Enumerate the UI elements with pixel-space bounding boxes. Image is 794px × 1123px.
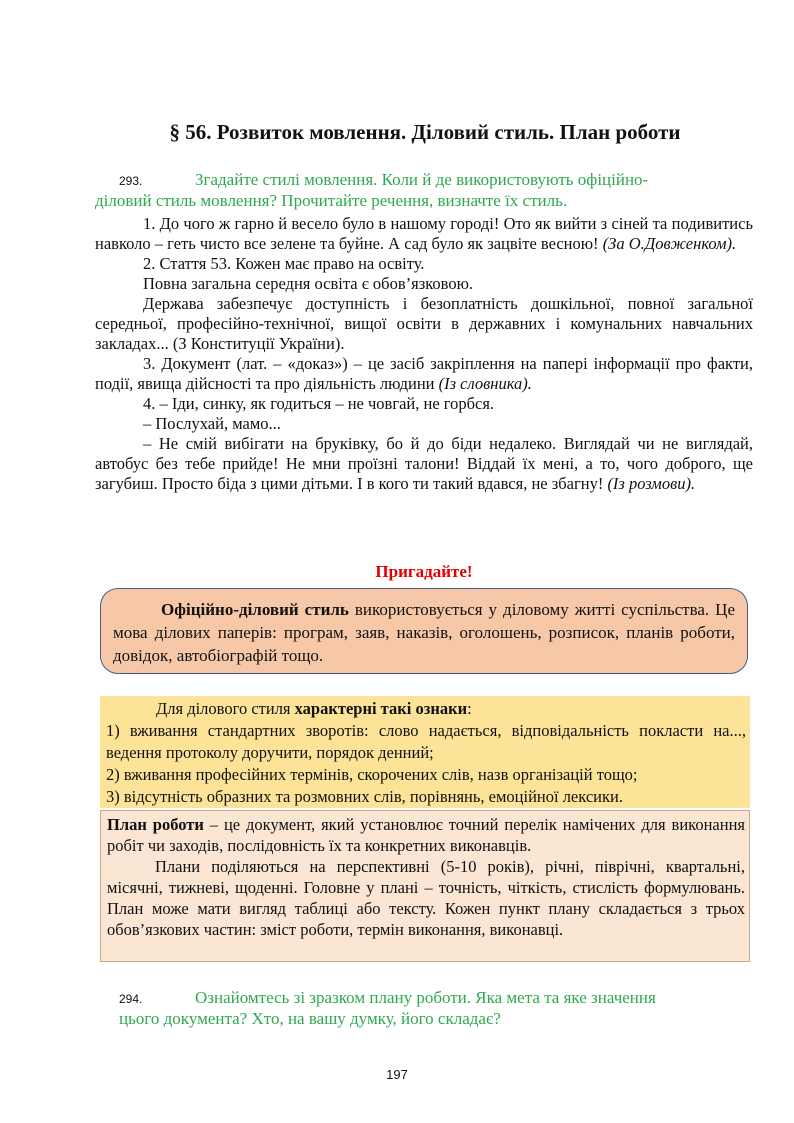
task-prompt-line1: Згадайте стилі мовлення. Коли й де використовують офіційно- [195,170,649,189]
remember-heading: Пригадайте! [375,562,473,581]
features-item-2: 2) вживання професійних термінів, скорочених слів, назв організацій тощо; [106,765,638,784]
text-4b: – Послухай, мамо... [143,414,281,433]
plan-definition-box [100,810,750,962]
task-293 [95,170,753,211]
task-prompt-line1: Ознайомтесь зі зразком плану роботи. Яка мета та яке значення [195,988,656,1007]
task-294 [95,988,753,1029]
plan-term: План роботи [107,815,204,834]
text-3-body: 3. Документ (лат. – «доказ») – це засіб закріплення на папері інформації про факти, події, явища дійсності та про діяльність людини [95,354,753,393]
task-prompt-line2: діловий стиль мовлення? Прочитайте речення, визначте їх стиль. [95,191,568,210]
text-3 [95,354,753,394]
text-2b: Повна загальна середня освіта є обов’язковою. [143,274,474,293]
text-2a: 2. Стаття 53. Кожен має право на освіту. [143,254,425,273]
features-intro [106,698,746,720]
plan-definition-text: – це документ, який установлює точний перелік намічених для виконання робіт чи заходів, послідовність їх та конкретних виконавців. [107,815,746,855]
task-number: 293. [119,174,143,188]
page-title: § 56. Розвиток мовлення. Діловий стиль. План роботи [169,120,681,144]
text-3-source: (Із словника). [438,374,532,393]
text-1-body: 1. До чого ж гарно й весело було в нашому городі! Ото як вийти з сіней та подивитись навколо – геть чисто все зелене та буйне. А сад було як зацвіте весною! [95,214,753,253]
rule-term: Офіційно-діловий стиль [161,600,349,619]
features-box [100,696,750,808]
rule-definition: використовується у діловому житті суспільства. Це мова ділових паперів: програм, заяв, наказів, оголошень, розписок, планів роботи, довідок, автобіографій тощо. [113,600,735,665]
features-intro-bold: характерні такі ознаки [294,699,468,718]
text-4-source: (Із розмови). [607,474,696,493]
rule-text [113,598,735,667]
text-4c-body: – Не смій вибігати на бруківку, бо й до біди недалеко. Виглядай чи не виглядай, автобус без тебе прийде! Не мни проїзні талони! Віддай їх мені, а то, чого доброго, ще загубиш. Просто біда з цими дітьми. І в кого ти такий вдався, не збагну! [95,434,753,493]
task-prompt-line2: цього документа? Хто, на вашу думку, його складає? [119,1009,501,1028]
text-4c [95,434,753,494]
features-intro-colon: : [467,699,472,718]
features-item-3: 3) відсутність образних та розмовних слів, порівнянь, емоційної лексики. [106,787,623,806]
plan-details: Плани поділяються на перспективні (5-10 років), річні, піврічні, квартальні, місячні, тижневі, щоденні. Головне у плані – точність, чіткість, стислість формулювань. План може мати вигляд таблиці або тексту. Кожен пункт плану складається з трьох обов’язкових частин: зміст роботи, термін виконання, виконавці. [107,857,745,939]
plan-definition [107,814,745,856]
features-item-1: 1) вживання стандартних зворотів: слово надається, відповідальність покласти на..., ведення протоколу доручити, порядок денний; [106,721,746,762]
reading-texts [95,214,753,494]
text-1 [95,214,753,254]
rule-box [100,588,748,674]
task-number: 294. [119,992,143,1006]
text-4a: 4. – Іди, синку, як годиться – не човгай, не горбся. [143,394,495,413]
text-2c: Держава забезпечує доступність і безоплатність дошкільної, повної загальної середньої, професійно-технічної, вищої освіти в державних і комунальних навчальних закладах... (З Конституції України). [95,294,753,353]
text-1-source: (За О.Довженком). [602,234,737,253]
page-number: 197 [386,1067,408,1082]
features-intro-text: Для ділового стиля [156,699,291,718]
